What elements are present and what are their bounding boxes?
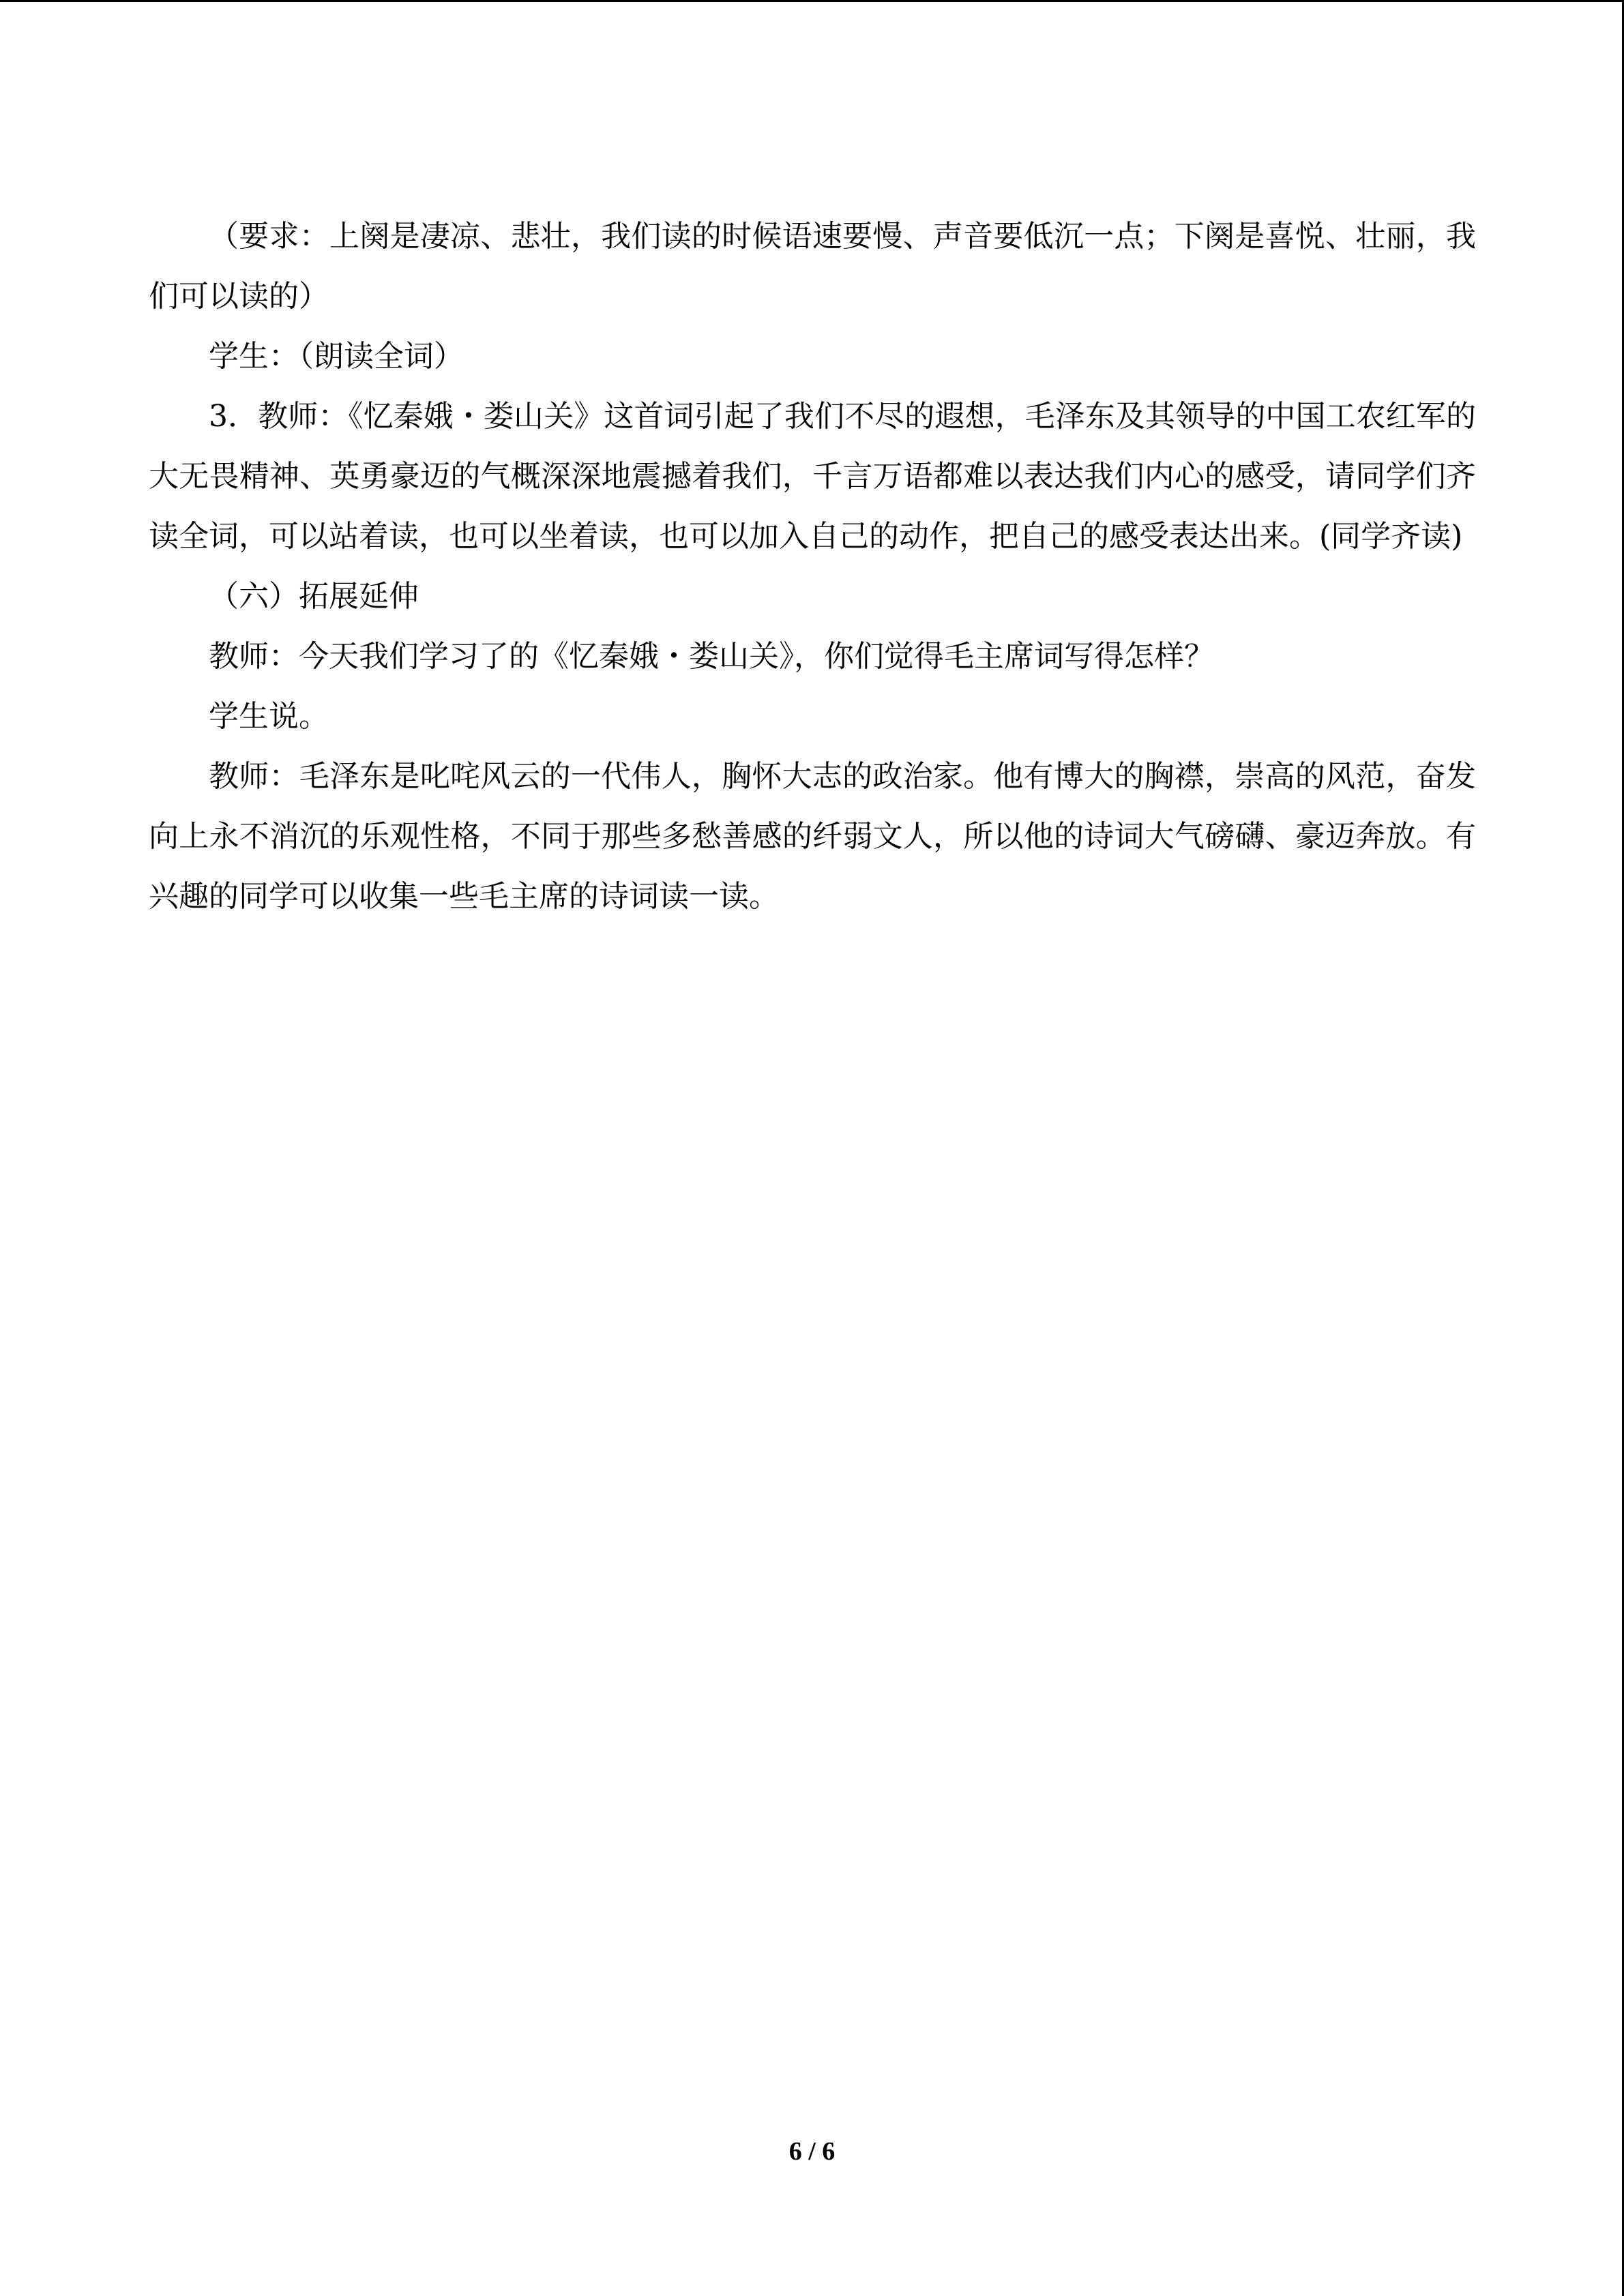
paragraph-teacher-step-3: 3．教师：《忆秦娥・娄山关》这首词引起了我们不尽的遐想，毛泽东及其领导的中国工农红军的大无畏精神、英勇豪迈的气概深深地震撼着我们，千言万语都难以表达我们内心的感受，请同学们齐读全词，可以站着读，也可以坐着读，也可以加入自己的动作，把自己的感受表达出来。(同学齐读): [149, 399, 1476, 554]
document-body: [149, 207, 1476, 927]
paragraph-requirements: （要求：上阕是凄凉、悲壮，我们读的时候语速要慢、声音要低沉一点；下阕是喜悦、壮丽，我们可以读的）: [149, 219, 1476, 314]
section-heading-extension: （六）拓展延伸: [209, 579, 419, 614]
paragraph-student-says: 学生说。: [209, 699, 329, 734]
page-number: 6 / 6: [788, 2137, 836, 2166]
paragraph-teacher-question: 教师：今天我们学习了的《忆秦娥・娄山关》，你们觉得毛主席词写得怎样？: [209, 639, 1214, 674]
paragraph-teacher-summary: 教师：毛泽东是叱咤风云的一代伟人，胸怀大志的政治家。他有博大的胸襟，崇高的风范，奋发向上永不消沉的乐观性格，不同于那些多愁善感的纤弱文人，所以他的诗词大气磅礴、豪迈奔放。有兴趣的同学可以收集一些毛主席的诗词读一读。: [149, 759, 1476, 914]
paragraph-student-reading: 学生：（朗读全词）: [209, 339, 464, 374]
